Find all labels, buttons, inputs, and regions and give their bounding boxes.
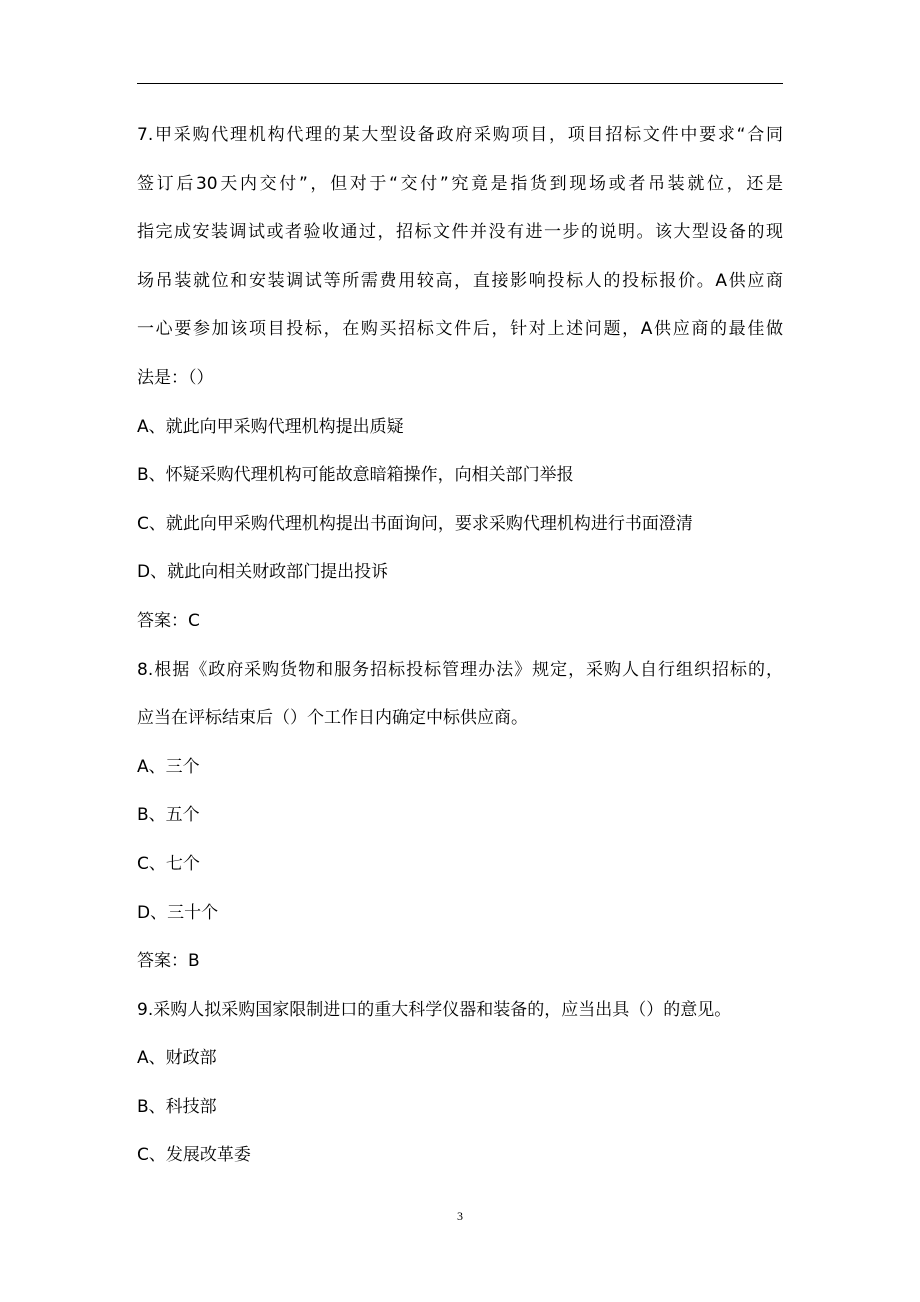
option-b: B、怀疑采购代理机构可能故意暗箱操作，向相关部门举报 (137, 465, 574, 486)
question-7 (137, 111, 789, 646)
question-stem-line: 8.根据《政府采购货物和服务招标投标管理办法》规定，采购人自行组织招标的， (137, 659, 783, 680)
question-9 (137, 986, 789, 1180)
option-a: A、三个 (137, 756, 200, 777)
question-stem-line: 一心要参加该项目投标，在购买招标文件后，针对上述问题，A供应商的最佳做 (137, 319, 783, 340)
question-stem-line: 指完成安装调试或者验收通过，招标文件并没有进一步的说明。该大型设备的现 (137, 222, 783, 243)
document-body (137, 111, 789, 1180)
header-rule (137, 83, 783, 84)
option-d: D、三十个 (137, 902, 219, 923)
question-8 (137, 646, 789, 986)
question-stem-line: 法是：（） (137, 367, 214, 388)
option-d: D、就此向相关财政部门提出投诉 (137, 562, 389, 583)
question-stem-line: 7.甲采购代理机构代理的某大型设备政府采购项目，项目招标文件中要求“合同 (137, 125, 783, 145)
page-number: 3 (457, 1209, 463, 1223)
option-c: C、就此向甲采购代理机构提出书面询问，要求采购代理机构进行书面澄清 (137, 513, 693, 534)
option-a: A、就此向甲采购代理机构提出质疑 (137, 416, 404, 437)
option-a: A、财政部 (137, 1048, 217, 1069)
question-stem-line: 签订后30天内交付”，但对于“交付”究竟是指货到现场或者吊装就位，还是 (137, 173, 783, 194)
question-stem-line: 场吊装就位和安装调试等所需费用较高，直接影响投标人的投标报价。A供应商 (137, 270, 783, 291)
option-c: C、发展改革委 (137, 1145, 251, 1166)
question-stem-line: 应当在评标结束后（）个工作日内确定中标供应商。 (137, 708, 528, 729)
option-c: C、七个 (137, 853, 200, 874)
question-stem-line: 9.采购人拟采购国家限制进口的重大科学仪器和装备的，应当出具（）的意见。 (137, 999, 732, 1020)
option-b: B、五个 (137, 805, 200, 826)
answer-line: 答案：B (137, 951, 200, 972)
answer-line: 答案：C (137, 610, 200, 631)
option-b: B、科技部 (137, 1096, 217, 1117)
